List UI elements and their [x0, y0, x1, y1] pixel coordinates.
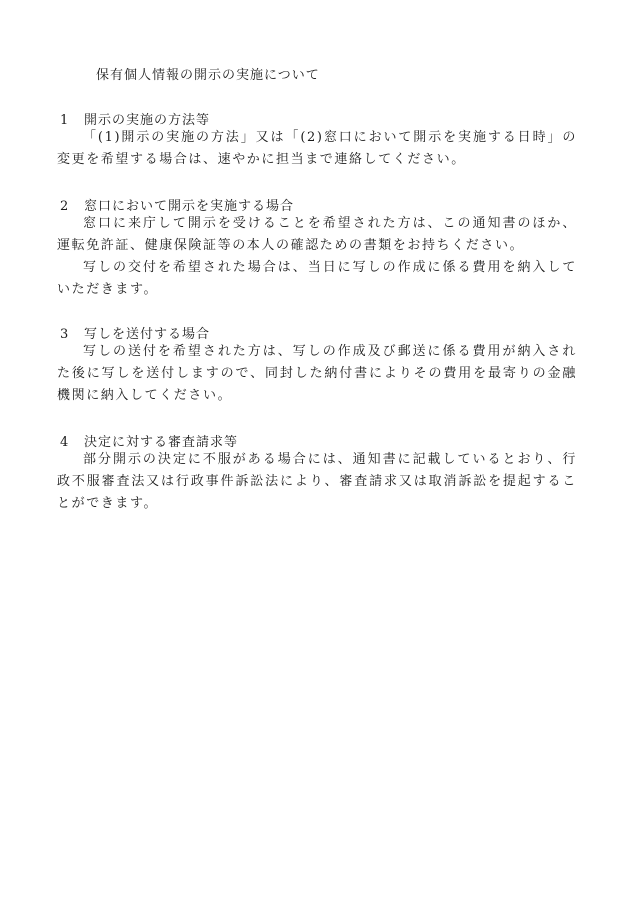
- section-2-number: 2: [60, 199, 70, 214]
- section-4-paragraph-1: 部分開示の決定に不服がある場合には、通知書に記載しているとおり、行政不服審査法又は行政事件訴訟法により、審査請求又は取消訴訟を提起することができます。: [57, 452, 577, 511]
- section-1-title: 開示の実施の方法等: [84, 113, 211, 128]
- section-2-paragraph-2: 写しの交付を希望された場合は、当日に写しの作成に係る費用を納入していただきます。: [57, 260, 577, 297]
- document-title: 保有個人情報の開示の実施について: [96, 68, 320, 83]
- section-1-number: 1: [60, 113, 70, 128]
- section-3-heading: [60, 323, 210, 342]
- section-3-title: 写しを送付する場合: [84, 327, 211, 342]
- section-1-paragraph-1: 「(1)開示の実施の方法」又は「(2)窓口において開示を実施する日時」の変更を希望する場合は、速やかに担当まで連絡してください。: [57, 130, 577, 167]
- section-3-number: 3: [60, 327, 70, 342]
- section-2-heading: [60, 195, 294, 214]
- section-4-title: 決定に対する審査請求等: [84, 435, 239, 450]
- section-4-heading: [60, 431, 238, 450]
- section-2-title: 窓口において開示を実施する場合: [84, 199, 295, 214]
- section-1-heading: [60, 109, 210, 128]
- section-2-paragraph-1: 窓口に来庁して開示を受けることを希望された方は、この通知書のほか、運転免許証、健康保険証等の本人の確認ための書類をお持ちください。: [57, 216, 577, 253]
- section-4-number: 4: [60, 435, 70, 450]
- section-3-paragraph-1: 写しの送付を希望された方は、写しの作成及び郵送に係る費用が納入された後に写しを送付しますので、同封した納付書によりその費用を最寄りの金融機関に納入してください。: [57, 344, 577, 403]
